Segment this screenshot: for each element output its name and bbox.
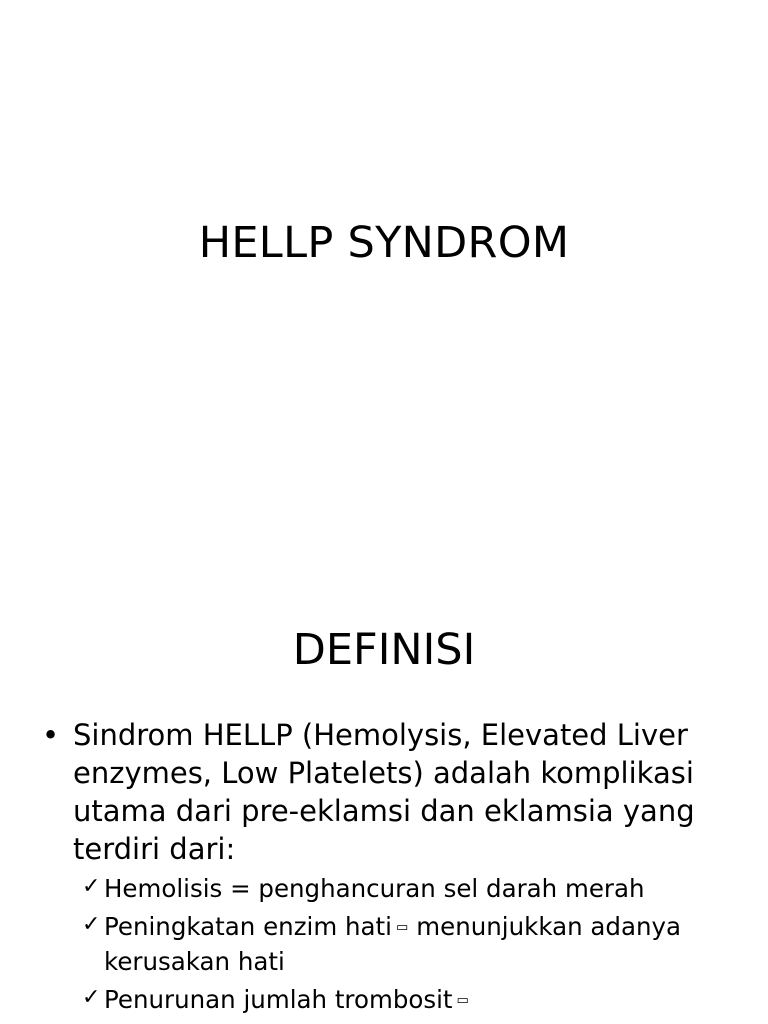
main-bullet-text: Sindrom HELLP (Hemolysis, Elevated Liver enzymes, Low Platelets) adalah komplikasi utama dari pre-eklamsi dan eklamsia yang terdiri dari:	[73, 718, 695, 866]
sub-item-text: Penurunan jumlah trombosit	[104, 985, 453, 1014]
checkmark-icon: ✓	[82, 874, 101, 899]
list-item	[82, 872, 742, 906]
arrow-icon: ▭	[395, 920, 409, 935]
checkmark-icon: ✓	[82, 912, 101, 937]
sub-bullet-list	[82, 872, 742, 1022]
list-item	[82, 910, 742, 979]
arrow-icon: ▭	[456, 993, 469, 1008]
main-bullet	[42, 716, 722, 868]
sub-item-text-after: menunjukkan adanya kerusakan hati	[104, 912, 682, 976]
definition-heading: DEFINISI	[292, 625, 476, 675]
list-item	[82, 983, 742, 1018]
checkmark-icon: ✓	[82, 985, 101, 1010]
sub-item-text: Hemolisis = penghancuran sel darah merah	[104, 874, 645, 903]
slide-definition	[0, 576, 768, 1024]
sub-item-text: Peningkatan enzim hati	[104, 912, 392, 941]
slide-title-heading: HELLP SYNDROM	[198, 218, 570, 268]
bullet-dot-icon: •	[42, 718, 60, 752]
